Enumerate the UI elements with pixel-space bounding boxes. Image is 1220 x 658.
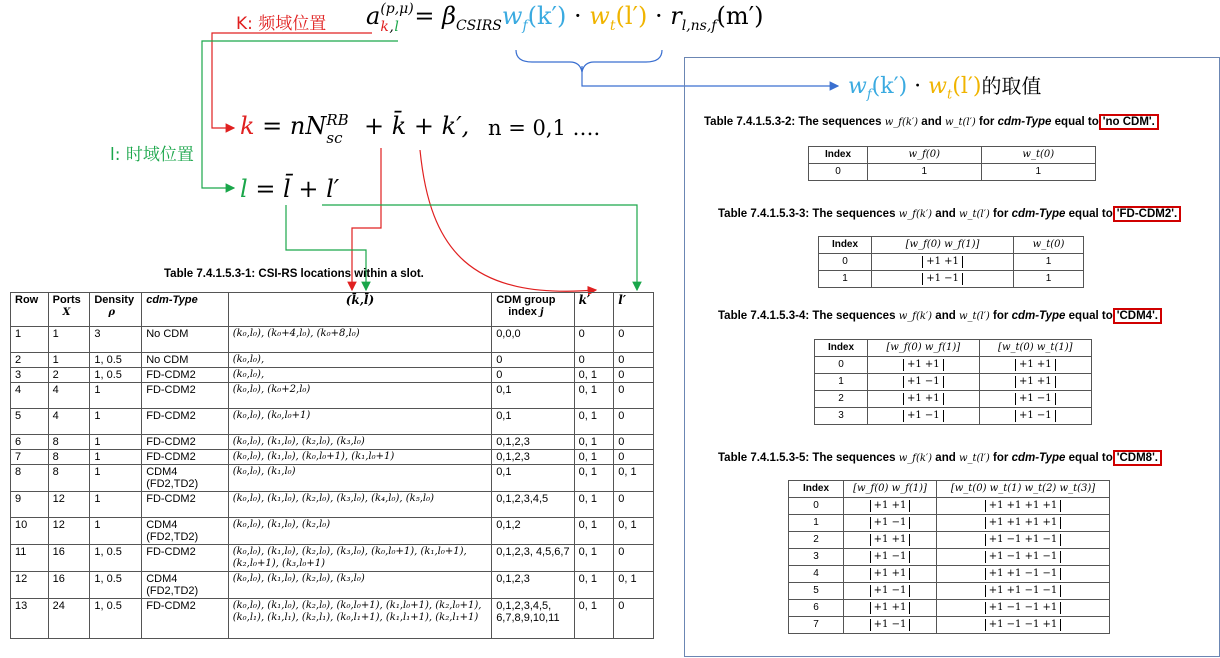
cell-row: 11 — [11, 545, 49, 572]
cell-kp: 0, 1 — [574, 450, 614, 465]
k-label: K: 频域位置 — [236, 14, 327, 34]
cell-ports: 8 — [48, 450, 90, 465]
cell-loc: (k₀,l₀), (k₁,l₀), (k₀,l₀+1), (k₁,l₀+1) — [228, 450, 492, 465]
cell-kp: 0, 1 — [574, 545, 614, 572]
cell-kp: 0, 1 — [574, 409, 614, 435]
cell-cdm: FD-CDM2 — [142, 383, 228, 409]
subtable-2: Index [w_f(0) w_f(1)] w_t(0) 0 +1 +1 1 1 +1 −1 1 — [818, 236, 1084, 288]
table-row: 5 +1 −1 +1 +1 −1 −1 — [789, 583, 1110, 600]
cell-row: 4 — [11, 383, 49, 409]
cell-row: 12 — [11, 572, 49, 599]
cell-loc: (k₀,l₀), (k₁,l₀), (k₂,l₀), (k₃,l₀) — [228, 572, 492, 599]
cell-group: 0,1,2,3,4,5, 6,7,8,9,10,11 — [492, 599, 574, 639]
cell-density: 1 — [90, 465, 142, 492]
subtable-2-cdm-value: 'FD-CDM2'. — [1113, 206, 1181, 222]
cell-loc: (k₀,l₀), (k₁,l₀), (k₂,l₀), (k₃,l₀), (k₀,l₀+1), (k₁,l₀+1), (k₂,l₀+1), (k₃,l₀+1) — [228, 545, 492, 572]
subtable-1: Index w_f(0) w_t(0) 0 1 1 — [808, 146, 1096, 181]
table-row — [11, 327, 654, 353]
cell-loc: (k₀,l₀), (k₀,l₀+1) — [228, 409, 492, 435]
cell-kp: 0 — [574, 353, 614, 368]
main-formula: a (p,μ) k , l = $\beta_{CSIRS}w_f(k') \cdot w_t(l') \cdot r_{l,ns,f}(m')$ — [366, 1, 764, 35]
cell-lp: 0, 1 — [614, 465, 654, 492]
cell-loc: (k₀,l₀), — [228, 353, 492, 368]
cell-cdm: FD-CDM2 — [142, 492, 228, 518]
cell-lp: 0, 1 — [614, 518, 654, 545]
subtable-3-cdm-value: 'CDM4'. — [1113, 308, 1162, 324]
cell-row: 5 — [11, 409, 49, 435]
result-label: $w_f(k') \cdot w_t(l')$的取值 — [848, 74, 1042, 103]
cell-loc: (k₀,l₀), (k₁,l₀), (k₂,l₀) — [228, 518, 492, 545]
cell-ports: 8 — [48, 465, 90, 492]
cell-ports: 1 — [48, 327, 90, 353]
table-row: 6 +1 +1 +1 −1 −1 +1 — [789, 600, 1110, 617]
cell-row: 7 — [11, 450, 49, 465]
cell-density: 3 — [90, 327, 142, 353]
cell-lp: 0 — [614, 450, 654, 465]
cell-density: 1 — [90, 492, 142, 518]
cell-ports: 12 — [48, 518, 90, 545]
cell-ports: 8 — [48, 435, 90, 450]
k-equation: k = nN RB sc + k̄ + k′, — [240, 111, 470, 147]
table-row — [11, 518, 654, 545]
cell-density: 1, 0.5 — [90, 572, 142, 599]
cell-cdm: CDM4 (FD2,TD2) — [142, 518, 228, 545]
cell-kp: 0, 1 — [574, 518, 614, 545]
cell-density: 1, 0.5 — [90, 368, 142, 383]
brace — [516, 50, 662, 72]
table-row — [11, 450, 654, 465]
cell-kp: 0 — [574, 327, 614, 353]
cell-density: 1, 0.5 — [90, 599, 142, 639]
l-label: l: 时域位置 — [110, 145, 194, 165]
cell-cdm: CDM4 (FD2,TD2) — [142, 572, 228, 599]
cell-kp: 0, 1 — [574, 368, 614, 383]
subtable-2-caption: Table 7.4.1.5.3-3: The sequences w_f(k′) and w_t(l′) for cdm-Type equal to 'FD-CDM2'. — [718, 208, 1181, 220]
cell-ports: 4 — [48, 409, 90, 435]
cell-density: 1, 0.5 — [90, 545, 142, 572]
l-equation: l = l̄ + l′ — [240, 175, 340, 203]
cell-group: 0,1,2,3 — [492, 572, 574, 599]
cell-kp: 0, 1 — [574, 465, 614, 492]
subtable-4: Index [w_f(0) w_f(1)] [w_t(0) w_t(1) w_t(2) w_t(3)] 0 +1 +1 +1 +1 +1 +1 1 +1 −1 +1 +1 +1 +1 2 +1 +1 +1 −1 +1 −1 3 +1 −1 +1 −1 +1 −1 4 +1 +1 +1 +1 −1 −1 5 +1 −1 +1 +1 −1 −1 6 +1 +1 +1 −1 −1 +1 7 +1 −1 +1 −1 −1 +1 — [788, 480, 1110, 634]
table-row: 0 +1 +1 +1 +1 +1 +1 — [789, 498, 1110, 515]
cell-loc: (k₀,l₀), (k₁,l₀) — [228, 465, 492, 492]
subtable-4-caption: Table 7.4.1.5.3-5: The sequences w_f(k′) and w_t(l′) for cdm-Type equal to 'CDM8'. — [718, 452, 1162, 464]
cell-lp: 0 — [614, 492, 654, 518]
cell-cdm: FD-CDM2 — [142, 599, 228, 639]
cell-ports: 12 — [48, 492, 90, 518]
cell-row: 8 — [11, 465, 49, 492]
cell-loc: (k₀,l₀), (k₁,l₀), (k₂,l₀), (k₃,l₀), (k₄,l₀), (k₅,l₀) — [228, 492, 492, 518]
cell-ports: 16 — [48, 572, 90, 599]
cell-cdm: FD-CDM2 — [142, 368, 228, 383]
table-row — [11, 409, 654, 435]
cell-row: 6 — [11, 435, 49, 450]
subtable-1-cdm-value: 'no CDM'. — [1099, 114, 1159, 130]
cell-lp: 0 — [614, 368, 654, 383]
main-table: Row Ports X Density ρ cdm-Type (k̄,l̄) CDM group index j k′ l′ 1 1 3 No CDM (k₀,l₀), (k₀+4,l₀), (k₀+8,l₀) 0,0,0 0 0 2 1 1, 0.5 No CDM (k₀,l₀), 0 0 0 3 2 1, 0.5 FD-CDM2 (k₀,l₀), 0 0, 1 0 4 4 1 FD-CDM2 (k₀,l₀), (k₀+2,l₀) 0,1 0, 1 0 5 4 1 FD-CDM2 (k₀,l₀), (k₀,l₀+1) 0,1 0, 1 0 6 8 1 FD-CDM2 (k₀,l₀), (k₁,l₀), (k₂,l₀), (k₃,l₀) 0,1,2,3 0, 1 0 7 8 1 FD-CDM2 (k₀,l₀), (k₁,l₀), (k₀,l₀+1), (k₁,l₀+1) 0,1,2,3 0, 1 0 8 8 1 CDM4 (FD2,TD2) (k₀,l₀), (k₁,l₀) 0,1 0, 1 0, 1 9 12 1 FD-CDM2 (k₀,l₀), (k₁,l₀), (k₂,l₀), (k₃,l₀), (k₄,l₀), (k₅,l₀) 0,1,2,3,4,5 0, 1 0 10 12 1 CDM4 (FD2,TD2) (k₀,l₀), (k₁,l₀), (k₂,l₀) 0,1,2 0, 1 0, 1 11 16 1, 0.5 FD-CDM2 (k₀,l₀), (k₁,l₀), (k₂,l₀), (k₃,l₀), (k₀,l₀+1), (k₁,l₀+1), (k₂,l₀+1), (k₃,l₀+1) 0,1,2,3, 4,5,6,7 0, 1 0 12 16 1, 0.5 CDM4 (FD2,TD2) (k₀,l₀), (k₁,l₀), (k₂,l₀), (k₃,l₀) 0,1,2,3 0, 1 0, 1 13 24 1, 0.5 FD-CDM2 (k₀,l₀), (k₁,l₀), (k₂,l₀), (k₀,l₀+1), (k₁,l₀+1), (k₂,l₀+1),(k₀,l₁), (k₁,l₁), (k₂,l₁), (k₀,l₁+1), (k₁,l₁+1), (k₂,l₁+1) 0,1,2,3,4,5, 6,7,8,9,10,11 0, 1 0 — [10, 292, 654, 639]
table-row — [11, 383, 654, 409]
n-range: n = 0,1 …. — [488, 116, 601, 140]
cell-group: 0,1,2 — [492, 518, 574, 545]
cell-kp: 0, 1 — [574, 435, 614, 450]
cell-group: 0,1 — [492, 409, 574, 435]
cell-group: 0,1 — [492, 465, 574, 492]
cell-loc: (k₀,l₀), (k₁,l₀), (k₂,l₀), (k₃,l₀) — [228, 435, 492, 450]
formula-sub-k: k — [380, 19, 389, 35]
cell-ports: 4 — [48, 383, 90, 409]
cell-lp: 0 — [614, 435, 654, 450]
cell-kp: 0, 1 — [574, 599, 614, 639]
cell-row: 2 — [11, 353, 49, 368]
cell-cdm: No CDM — [142, 327, 228, 353]
table-row: 2 +1 +1 +1 −1 +1 −1 — [789, 532, 1110, 549]
cell-lp: 0 — [614, 545, 654, 572]
table-row — [11, 545, 654, 572]
cell-lp: 0 — [614, 383, 654, 409]
table-row: 1 +1 −1 +1 +1 +1 +1 — [789, 515, 1110, 532]
formula-sup: (p,μ) — [380, 1, 414, 17]
cell-loc: (k₀,l₀), — [228, 368, 492, 383]
cell-group: 0 — [492, 368, 574, 383]
cell-cdm: FD-CDM2 — [142, 545, 228, 572]
cell-cdm: FD-CDM2 — [142, 435, 228, 450]
cell-ports: 24 — [48, 599, 90, 639]
cell-group: 0,1,2,3 — [492, 435, 574, 450]
cell-row: 10 — [11, 518, 49, 545]
table-row — [11, 353, 654, 368]
table-row — [11, 572, 654, 599]
cell-ports: 1 — [48, 353, 90, 368]
cell-density: 1 — [90, 383, 142, 409]
cell-group: 0,1,2,3,4,5 — [492, 492, 574, 518]
formula-sub-l: l — [394, 19, 399, 35]
cell-loc: (k₀,l₀), (k₀+4,l₀), (k₀+8,l₀) — [228, 327, 492, 353]
cell-group: 0,1 — [492, 383, 574, 409]
cell-kp: 0, 1 — [574, 492, 614, 518]
subtable-3: Index [w_f(0) w_f(1)] [w_t(0) w_t(1)] 0 +1 +1 +1 +1 1 +1 −1 +1 +1 2 +1 +1 +1 −1 3 +1 −1 +1 −1 — [814, 339, 1092, 425]
cell-density: 1 — [90, 450, 142, 465]
table-row: 4 +1 +1 +1 +1 −1 −1 — [789, 566, 1110, 583]
cell-cdm: FD-CDM2 — [142, 450, 228, 465]
cell-ports: 2 — [48, 368, 90, 383]
cell-ports: 16 — [48, 545, 90, 572]
cell-loc: (k₀,l₀), (k₁,l₀), (k₂,l₀), (k₀,l₀+1), (k₁,l₀+1), (k₂,l₀+1),(k₀,l₁), (k₁,l₁), (k₂,l₁), (k₀,l₁+1), (k₁,l₁+1), (k₂,l₁+1) — [228, 599, 492, 639]
table-row — [11, 465, 654, 492]
cell-lp: 0 — [614, 599, 654, 639]
cell-density: 1, 0.5 — [90, 353, 142, 368]
cell-group: 0,1,2,3 — [492, 450, 574, 465]
cell-density: 1 — [90, 435, 142, 450]
table-row: 3 +1 −1 +1 −1 +1 −1 — [789, 549, 1110, 566]
cell-cdm: CDM4 (FD2,TD2) — [142, 465, 228, 492]
subtable-1-caption: Table 7.4.1.5.3-2: The sequences w_f(k′) and w_t(l′) for cdm-Type equal to 'no CDM'. — [704, 116, 1159, 128]
cell-kp: 0, 1 — [574, 383, 614, 409]
cell-lp: 0, 1 — [614, 572, 654, 599]
cell-kp: 0, 1 — [574, 572, 614, 599]
cell-group: 0,1,2,3, 4,5,6,7 — [492, 545, 574, 572]
cell-density: 1 — [90, 409, 142, 435]
formula-a: a — [366, 2, 381, 30]
cell-row: 9 — [11, 492, 49, 518]
cell-group: 0 — [492, 353, 574, 368]
cell-lp: 0 — [614, 409, 654, 435]
cell-row: 3 — [11, 368, 49, 383]
subtable-3-caption: Table 7.4.1.5.3-4: The sequences w_f(k′) and w_t(l′) for cdm-Type equal to 'CDM4'. — [718, 310, 1162, 322]
table-row — [11, 435, 654, 450]
cell-lp: 0 — [614, 353, 654, 368]
cell-loc: (k₀,l₀), (k₀+2,l₀) — [228, 383, 492, 409]
subtable-4-cdm-value: 'CDM8'. — [1113, 450, 1162, 466]
table-row: 7 +1 −1 +1 −1 −1 +1 — [789, 617, 1110, 634]
cell-cdm: FD-CDM2 — [142, 409, 228, 435]
main-table-caption: Table 7.4.1.5.3-1: CSI-RS locations within a slot. — [164, 268, 424, 280]
table-row — [11, 599, 654, 639]
table-row — [11, 492, 654, 518]
cell-lp: 0 — [614, 327, 654, 353]
cell-group: 0,0,0 — [492, 327, 574, 353]
table-row — [11, 368, 654, 383]
cell-density: 1 — [90, 518, 142, 545]
cell-row: 1 — [11, 327, 49, 353]
cell-cdm: No CDM — [142, 353, 228, 368]
cell-row: 13 — [11, 599, 49, 639]
